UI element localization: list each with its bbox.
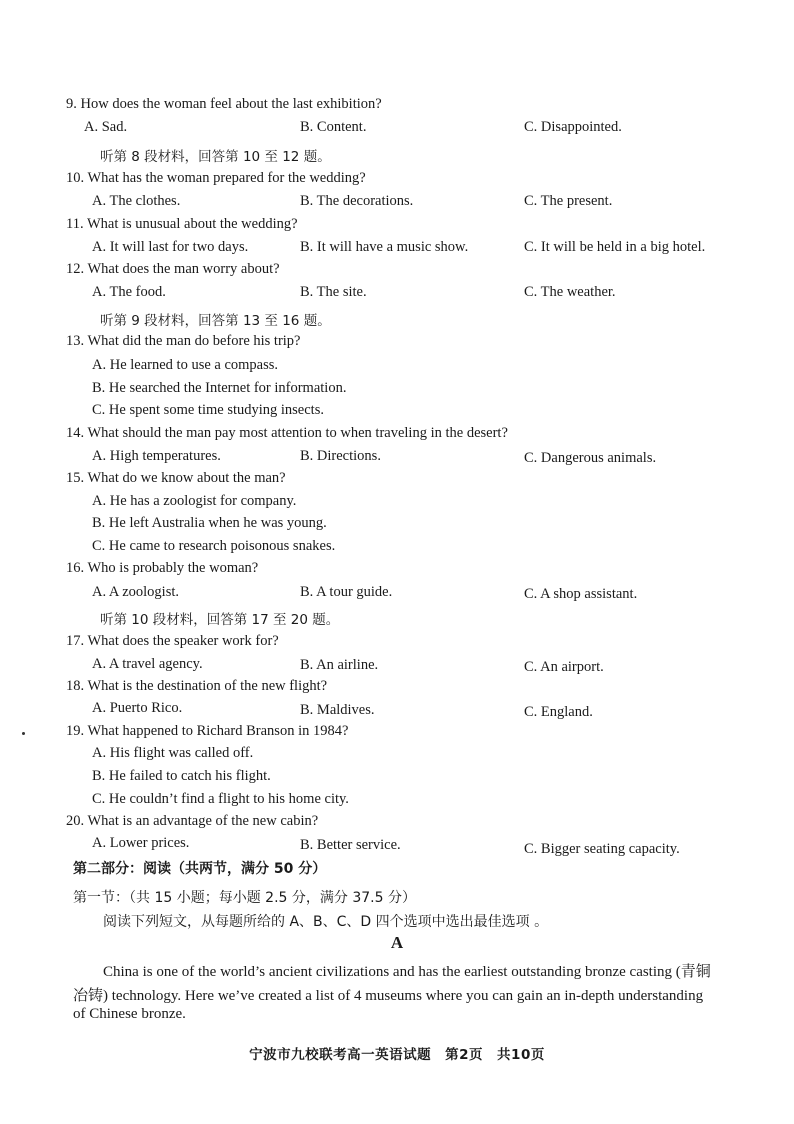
question-17-option-c: C. An airport. — [524, 659, 604, 675]
part-2-section-1: 第一节：（共 15 小题；每小题 2.5 分，满分 37.5 分） — [73, 890, 416, 906]
question-18-option-b: B. Maldives. — [300, 702, 375, 718]
scan-speck — [22, 732, 25, 735]
question-11-stem: 11. What is unusual about the wedding? — [66, 216, 298, 232]
question-19-option-b: B. He failed to catch his flight. — [92, 768, 271, 784]
question-13-option-b: B. He searched the Internet for information. — [92, 380, 347, 396]
question-15-stem: 15. What do we know about the man? — [66, 470, 286, 486]
question-20-option-c: C. Bigger seating capacity. — [524, 841, 680, 857]
question-11-option-c: C. It will be held in a big hotel. — [524, 239, 706, 255]
question-9-option-c: C. Disappointed. — [524, 119, 622, 135]
question-13-stem: 13. What did the man do before his trip? — [66, 333, 301, 349]
question-18-option-c: C. England. — [524, 704, 593, 720]
question-10-stem: 10. What has the woman prepared for the wedding? — [66, 170, 366, 186]
question-14-stem: 14. What should the man pay most attention to when traveling in the desert? — [66, 425, 508, 441]
passage-heading: A — [390, 933, 404, 952]
question-9-option-a: A. Sad. — [84, 119, 128, 135]
question-13-option-a: A. He learned to use a compass. — [92, 357, 279, 373]
question-18-option-a: A. Puerto Rico. — [92, 700, 183, 716]
question-12-option-a: A. The food. — [92, 284, 166, 300]
question-15-option-b: B. He left Australia when he was young. — [92, 515, 327, 531]
question-11-option-b: B. It will have a music show. — [300, 239, 469, 255]
question-19-option-a: A. His flight was called off. — [92, 745, 254, 761]
question-17-option-a: A. A travel agency. — [92, 656, 203, 672]
question-14-option-a: A. High temperatures. — [92, 448, 221, 464]
question-10-option-a: A. The clothes. — [92, 193, 181, 209]
passage-line-1: China is one of the world’s ancient civilizations and has the earliest outstanding bronze casting (青铜 — [103, 964, 711, 980]
question-17-stem: 17. What does the speaker work for? — [66, 633, 279, 649]
listening-instruction-9: 听第 9 段材料，回答第 13 至 16 题。 — [100, 313, 331, 329]
question-9-option-b: B. Content. — [300, 119, 367, 135]
question-20-option-b: B. Better service. — [300, 837, 401, 853]
question-16-option-c: C. A shop assistant. — [524, 586, 638, 602]
question-12-option-c: C. The weather. — [524, 284, 616, 300]
question-16-option-a: A. A zoologist. — [92, 584, 180, 600]
question-18-stem: 18. What is the destination of the new flight? — [66, 678, 328, 694]
question-10-option-b: B. The decorations. — [300, 193, 414, 209]
question-17-option-b: B. An airline. — [300, 657, 379, 673]
question-20-option-a: A. Lower prices. — [92, 835, 190, 851]
question-10-option-c: C. The present. — [524, 193, 613, 209]
question-19-option-c: C. He couldn’t find a flight to his home city. — [92, 791, 349, 807]
question-9-stem: 9. How does the woman feel about the last exhibition? — [66, 96, 382, 112]
question-14-option-c: C. Dangerous animals. — [524, 450, 657, 466]
question-12-option-b: B. The site. — [300, 284, 367, 300]
passage-line-2: 冶铸) technology. Here we’ve created a list of 4 museums where you can gain an in-depth understanding — [73, 988, 704, 1004]
question-19-stem: 19. What happened to Richard Branson in 1984? — [66, 723, 349, 739]
listening-instruction-8: 听第 8 段材料，回答第 10 至 12 题。 — [100, 149, 331, 165]
question-11-option-a: A. It will last for two days. — [92, 239, 249, 255]
passage-line-3: of Chinese bronze. — [73, 1006, 186, 1022]
question-12-stem: 12. What does the man worry about? — [66, 261, 280, 277]
question-15-option-a: A. He has a zoologist for company. — [92, 493, 297, 509]
question-16-option-b: B. A tour guide. — [300, 584, 393, 600]
question-15-option-c: C. He came to research poisonous snakes. — [92, 538, 336, 554]
listening-instruction-10: 听第 10 段材料，回答第 17 至 20 题。 — [100, 612, 340, 628]
question-13-option-c: C. He spent some time studying insects. — [92, 402, 324, 418]
question-16-stem: 16. Who is probably the woman? — [66, 560, 259, 576]
part-2-title: 第二部分：阅读（共两节，满分 50 分） — [73, 861, 327, 877]
page-footer: 宁波市九校联考高一英语试题 第2页 共10页 — [249, 1047, 545, 1063]
question-14-option-b: B. Directions. — [300, 448, 381, 464]
question-20-stem: 20. What is an advantage of the new cabin? — [66, 813, 319, 829]
part-2-directions: 阅读下列短文，从每题所给的 A、B、C、D 四个选项中选出最佳选项 。 — [103, 914, 549, 930]
